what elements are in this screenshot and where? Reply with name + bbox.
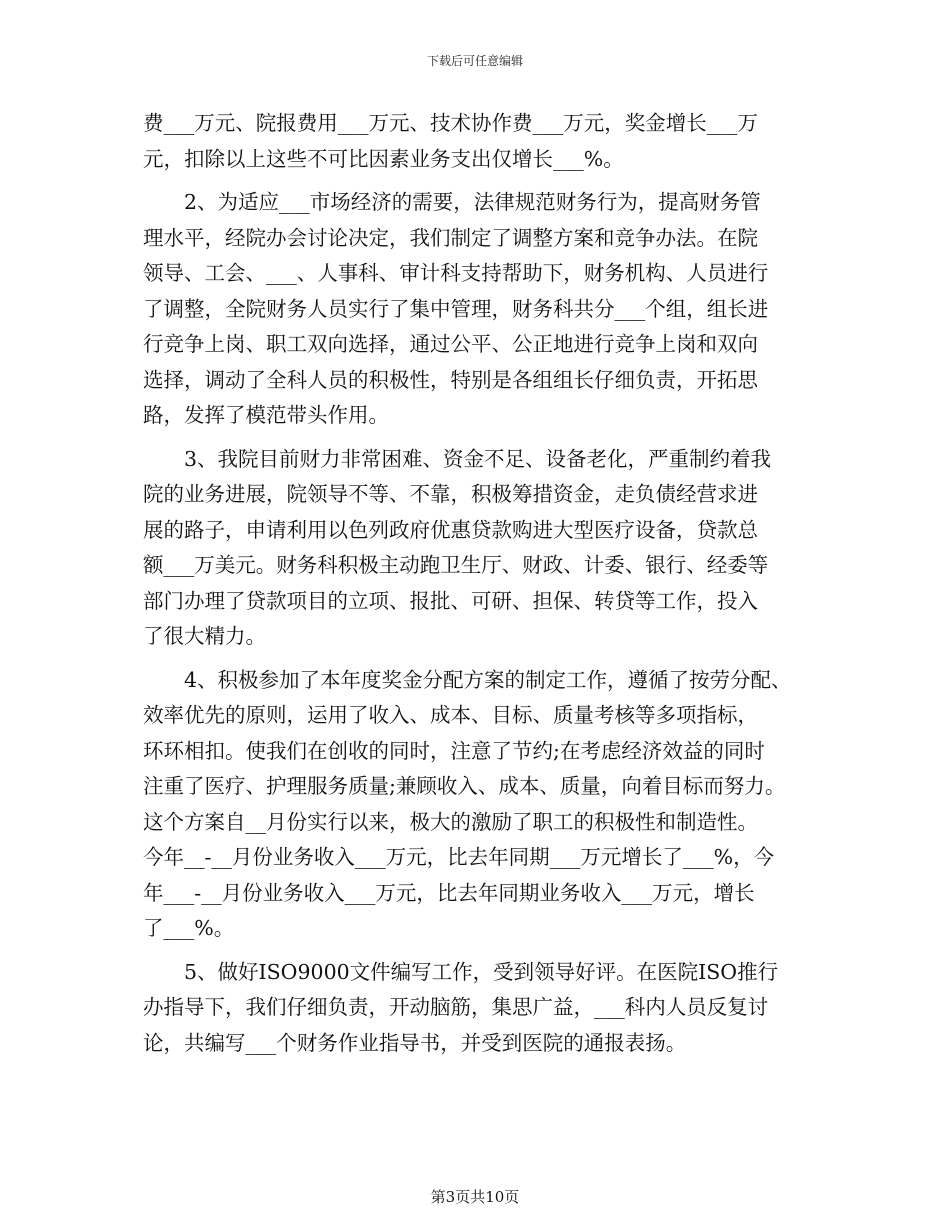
text-line: 今年__-__月份业务收入___万元，比去年同期___万元增长了___%，今 (143, 845, 775, 869)
text-line: 3、我院目前财力非常困难、资金不足、设备老化，严重制约着我 (143, 446, 772, 471)
text-line: 部门办理了贷款项目的立项、报批、可研、担保、转贷等工作，投入 (143, 588, 758, 613)
text-line: 元，扣除以上这些不可比因素业务支出仅增长___%。 (143, 146, 624, 171)
text-line: 选择，调动了全科人员的积极性，特别是各组组长仔细负责，开拓思 (143, 367, 758, 392)
text-line: 额___万美元。财务科积极主动跑卫生厅、财政、计委、银行、经委等 (143, 553, 769, 577)
text-line: 年___-__月份业务收入___万元，比去年同期业务收入___万元，增长 (143, 880, 755, 905)
paragraph-gap (143, 947, 823, 955)
paragraph-gap (143, 655, 823, 663)
text-line: 了很大精力。 (143, 624, 266, 648)
page-footer: 第3页共10页 (430, 1188, 520, 1206)
text-line: 5、做好ISO9000文件编写工作，受到领导好评。在医院ISO推行 (143, 959, 779, 984)
paragraph (143, 955, 823, 1062)
text-line: 这个方案自__月份实行以来，极大的激励了职工的积极性和制造性。 (143, 809, 758, 834)
text-line: 2、为适应___市场经济的需要，法律规范财务行为，提高财务管 (143, 190, 761, 214)
text-line: 效率优先的原则，运用了收入、成本、目标、质量考核等多项指标， (143, 703, 758, 727)
paragraph (143, 442, 823, 655)
text-line: 论，共编写___个财务作业指导书，并受到医院的通报表扬。 (143, 1030, 687, 1055)
text-line: 环环相扣。使我们在创收的同时，注意了节约;在考虑经济效益的同时 (143, 738, 765, 763)
page-header: 下载后可任意编辑 (426, 54, 523, 68)
text-line: 4、积极参加了本年度奖金分配方案的制定工作，遵循了按劳分配、 (143, 667, 792, 692)
text-line: 院的业务进展，院领导不等、不靠，积极筹措资金，走负债经营求进 (143, 482, 758, 506)
text-line: 领导、工会、___、人事科、审计科支持帮助下，财务机构、人员进行 (143, 261, 769, 285)
text-line: 费___万元、院报费用___万元、技术协作费___万元，奖金增长___万 (143, 111, 758, 135)
paragraph (143, 663, 823, 947)
paragraph (143, 106, 823, 177)
paragraph-gap (143, 177, 823, 185)
text-line: 展的路子，申请利用以色列政府优惠贷款购进大型医疗设备，贷款总 (143, 517, 758, 542)
paragraph-gap (143, 434, 823, 442)
paragraph (143, 185, 823, 434)
text-line: 了___%。 (143, 916, 235, 940)
document-body (143, 106, 823, 1061)
text-line: 行竞争上岗、职工双向选择，通过公平、公正地进行竞争上岗和双向 (143, 332, 758, 356)
text-line: 路，发挥了模范带头作用。 (143, 403, 389, 427)
text-line: 注重了医疗、护理服务质量;兼顾收入、成本、质量，向着目标而努力。 (143, 774, 786, 798)
text-line: 了调整，全院财务人员实行了集中管理，财务科共分___个组，组长进 (143, 296, 769, 321)
text-line: 理水平，经院办会讨论决定，我们制定了调整方案和竞争办法。在院 (143, 225, 758, 250)
text-line: 办指导下，我们仔细负责，开动脑筋，集思广益，___科内人员反复讨 (143, 995, 769, 1019)
